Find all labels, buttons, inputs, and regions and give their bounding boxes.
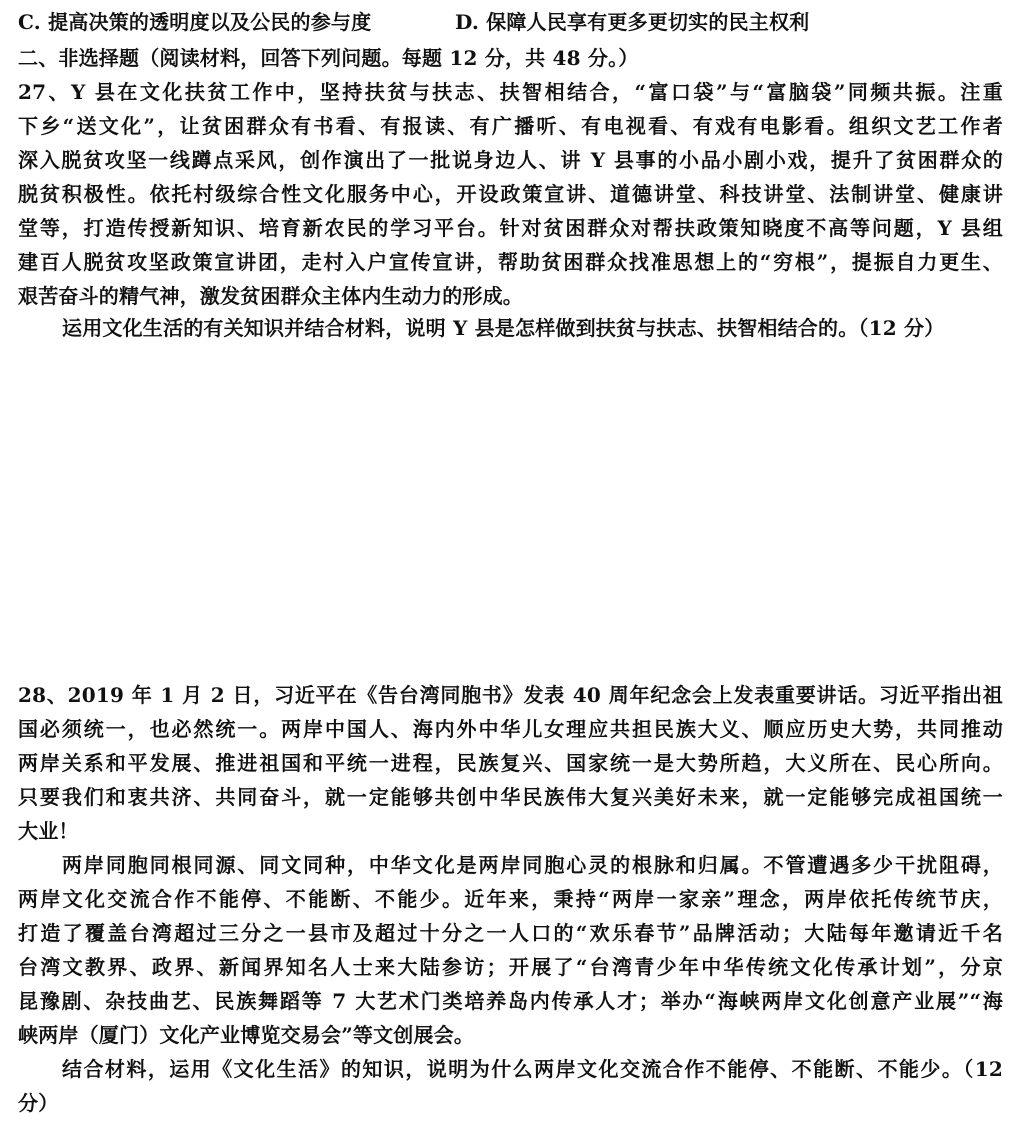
option-c: C. 提高决策的透明度以及公民的参与度	[18, 10, 372, 34]
q27-line: 下乡“送文化”，让贫困群众有书看、有报读、有广播听、有电视看、有戏有电影看。组织文艺工作者	[18, 114, 1003, 138]
q28-line: 两岸文化交流合作不能停、不能断、不能少。近年来，秉持“两岸一家亲”理念，两岸依托传统节庆，	[18, 887, 1003, 911]
q28-prompt: 结合材料，运用《文化生活》的知识，说明为什么两岸文化交流合作不能停、不能断、不能少。（12	[62, 1057, 1003, 1081]
q27-prompt: 运用文化生活的有关知识并结合材料，说明 Y 县是怎样做到扶贫与扶志、扶智相结合的。（12 分）	[62, 316, 945, 340]
q28-line: 打造了覆盖台湾超过三分之一县市及超过十分之一人口的“欢乐春节”品牌活动；大陆每年邀请近千名	[18, 921, 1003, 945]
q28-line: 峡两岸（厦门）文化产业博览交易会”等文创展会。	[18, 1023, 475, 1047]
q28-line: 台湾文教界、政界、新闻界知名人士来大陆参访；开展了“台湾青少年中华传统文化传承计划”，分京	[18, 955, 1003, 979]
q28-line: 两岸同胞同根同源、同文同种，中华文化是两岸同胞心灵的根脉和归属。不管遭遇多少干扰阻碍，	[62, 853, 1003, 877]
q28-line: 国必须统一，也必然统一。两岸中国人、海内外中华儿女理应共担民族大义、顺应历史大势，共同推动	[18, 717, 1003, 741]
q27-line: 脱贫积极性。依托村级综合性文化服务中心，开设政策宣讲、道德讲堂、科技讲堂、法制讲堂、健康讲	[18, 182, 1003, 206]
q27-line: 27、Y 县在文化扶贫工作中，坚持扶贫与扶志、扶智相结合，“富口袋”与“富脑袋”同频共振。注重	[18, 80, 1003, 104]
option-d: D. 保障人民享有更多更切实的民主权利	[455, 10, 810, 34]
q28-line: 只要我们和衷共济、共同奋斗，就一定能够共创中华民族伟大复兴美好未来，就一定能够完成祖国统一	[18, 785, 1003, 809]
q28-line: 昆豫剧、杂技曲艺、民族舞蹈等 7 大艺术门类培养岛内传承人才；举办“海峡两岸文化创意产业展”“海	[18, 989, 1003, 1013]
q27-line: 堂等，打造传授新知识、培育新农民的学习平台。针对贫困群众对帮扶政策知晓度不高等问题，Y 县组	[18, 216, 1003, 240]
q27-line: 深入脱贫攻坚一线蹲点采风，创作演出了一批说身边人、讲 Y 县事的小品小剧小戏，提升了贫困群众的	[18, 148, 1003, 172]
answer-space	[18, 350, 1003, 670]
q28-prompt: 分）	[18, 1091, 59, 1115]
q27-line: 建百人脱贫攻坚政策宣讲团，走村入户宣传宣讲，帮助贫困群众找准思想上的“穷根”，提振自力更生、	[18, 250, 1003, 274]
q27-line: 艰苦奋斗的精气神，激发贫困群众主体内生动力的形成。	[18, 284, 523, 308]
q28-line: 大业！	[18, 819, 79, 843]
q28-line: 28、2019 年 1 月 2 日，习近平在《告台湾同胞书》发表 40 周年纪念会上发表重要讲话。习近平指出祖	[18, 683, 1003, 707]
section-header: 二、非选择题（阅读材料，回答下列问题。每题 12 分，共 48 分。）	[18, 46, 639, 70]
q28-line: 两岸关系和平发展、推进祖国和平统一进程，民族复兴、国家统一是大势所趋，大义所在、民心所向。	[18, 751, 1003, 775]
